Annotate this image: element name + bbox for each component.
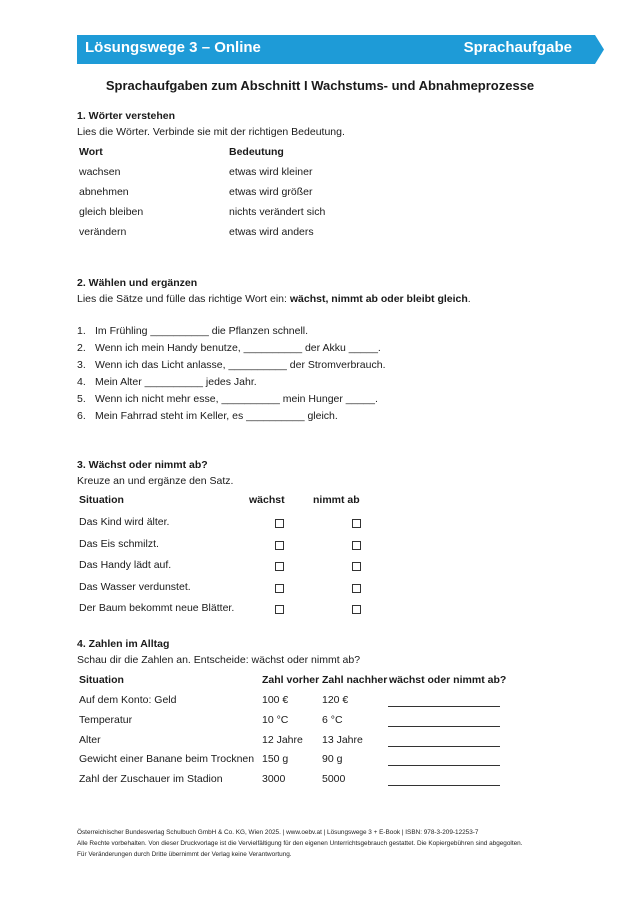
s1-col-meaning: Bedeutung [229, 146, 284, 158]
fill-in-sentence: Wenn ich nicht mehr esse, __________ mein Hunger _____. [95, 393, 378, 405]
item-number: 5. [77, 393, 86, 405]
s2-heading: 2. Wählen und ergänzen [77, 277, 198, 289]
s1-col-word: Wort [79, 146, 103, 158]
item-number: 3. [77, 359, 86, 371]
s2-instruction-end: . [467, 293, 471, 305]
situation-cell: Zahl der Zuschauer im Stadion [79, 773, 223, 786]
header-label: Sprachaufgabe [463, 39, 572, 56]
fill-in-sentence: Im Frühling __________ die Pflanzen schnell. [95, 325, 309, 337]
value-before: 12 Jahre [262, 733, 303, 746]
s1-instruction: Lies die Wörter. Verbinde sie mit der richtigen Bedeutung. [77, 126, 345, 138]
item-number: 2. [77, 342, 86, 354]
s3-instruction: Kreuze an und ergänze den Satz. [77, 475, 234, 487]
s3-col-grows: wächst [249, 494, 285, 506]
s4-heading: 4. Zahlen im Alltag [77, 638, 170, 650]
page-title: Sprachaufgaben zum Abschnitt I Wachstums- und Abnahmeprozesse [105, 78, 535, 93]
meaning-cell: nichts verändert sich [229, 206, 326, 218]
situation-cell: Der Baum bekommt neue Blätter. [79, 602, 235, 614]
value-before: 10 °C [262, 713, 289, 726]
footer-line-1: Österreichischer Bundesverlag Schulbuch GmbH & Co. KG, Wien 2025. | www.oebv.at | Lösungswege 3 + E-Book | ISBN: 978-3-209-12253-7 [77, 829, 479, 836]
item-number: 4. [77, 376, 86, 388]
answer-line[interactable] [388, 765, 500, 766]
checkbox-grows[interactable] [275, 562, 284, 571]
answer-line[interactable] [388, 785, 500, 786]
header-title: Lösungswege 3 – Online [85, 39, 261, 56]
value-before: 150 g [262, 753, 289, 766]
situation-cell: Auf dem Konto: Geld [79, 694, 177, 706]
s2-instruction-options: wächst, nimmt ab oder bleibt gleich [289, 293, 468, 305]
value-after: 5000 [322, 773, 346, 786]
header-banner [77, 35, 604, 64]
s3-col-decreases: nimmt ab [313, 494, 360, 506]
s4-col-result: wächst oder nimmt ab? [389, 674, 507, 686]
answer-line[interactable] [388, 746, 500, 747]
meaning-cell: etwas wird größer [229, 186, 313, 198]
word-cell: wachsen [79, 166, 121, 178]
situation-cell: Temperatur [79, 713, 133, 726]
footer-line-3: Für Veränderungen durch Dritte übernimmt der Verlag keine Verantwortung. [77, 851, 292, 858]
value-after: 120 € [322, 694, 349, 706]
s3-heading: 3. Wächst oder nimmt ab? [77, 459, 208, 471]
word-cell: verändern [79, 226, 127, 238]
footer-line-2: Alle Rechte vorbehalten. Von dieser Druckvorlage ist die Vervielfältigung für den eigenen Unterrichtsgebrauch gestattet. Die Kopiergebühren sind abgegolten. [77, 840, 523, 847]
meaning-cell: etwas wird kleiner [229, 166, 313, 178]
checkbox-grows[interactable] [275, 519, 284, 528]
situation-cell: Das Handy lädt auf. [79, 559, 172, 571]
situation-cell: Gewicht einer Banane beim Trocknen [79, 753, 255, 766]
answer-line[interactable] [388, 706, 500, 707]
item-number: 6. [77, 410, 86, 422]
checkbox-decreases[interactable] [352, 605, 361, 614]
value-before: 100 € [262, 694, 289, 706]
s2-instruction-text: Lies die Sätze und fülle das richtige Wort ein: [77, 293, 290, 305]
s4-col-after: Zahl nachher [322, 674, 388, 686]
checkbox-decreases[interactable] [352, 541, 361, 550]
s2-instruction [77, 293, 471, 305]
fill-in-sentence: Mein Alter __________ jedes Jahr. [95, 376, 257, 388]
s1-heading: 1. Wörter verstehen [77, 110, 176, 122]
footer [77, 827, 523, 860]
checkbox-grows[interactable] [275, 605, 284, 614]
fill-in-sentence: Mein Fahrrad steht im Keller, es __________ gleich. [95, 410, 338, 422]
checkbox-grows[interactable] [275, 541, 284, 550]
s3-col-situation: Situation [79, 494, 124, 506]
fill-in-sentence: Wenn ich mein Handy benutze, __________ der Akku _____. [95, 342, 381, 354]
value-after: 6 °C [322, 713, 343, 726]
s4-col-situation: Situation [79, 674, 124, 686]
fill-in-sentence: Wenn ich das Licht anlasse, __________ der Stromverbrauch. [95, 359, 386, 371]
situation-cell: Das Eis schmilzt. [79, 537, 159, 550]
value-after: 13 Jahre [322, 733, 363, 746]
checkbox-decreases[interactable] [352, 562, 361, 571]
checkbox-grows[interactable] [275, 584, 284, 593]
word-cell: gleich bleiben [79, 206, 144, 218]
checkbox-decreases[interactable] [352, 584, 361, 593]
situation-cell: Das Kind wird älter. [79, 516, 170, 528]
item-number: 1. [77, 325, 86, 337]
checkbox-decreases[interactable] [352, 519, 361, 528]
s4-instruction: Schau dir die Zahlen an. Entscheide: wächst oder nimmt ab? [77, 654, 361, 666]
meaning-cell: etwas wird anders [229, 226, 314, 238]
value-after: 90 g [322, 753, 343, 766]
situation-cell: Das Wasser verdunstet. [79, 580, 191, 593]
answer-line[interactable] [388, 726, 500, 727]
situation-cell: Alter [79, 733, 101, 746]
word-cell: abnehmen [79, 186, 129, 198]
value-before: 3000 [262, 773, 286, 786]
s4-col-before: Zahl vorher [262, 674, 320, 686]
